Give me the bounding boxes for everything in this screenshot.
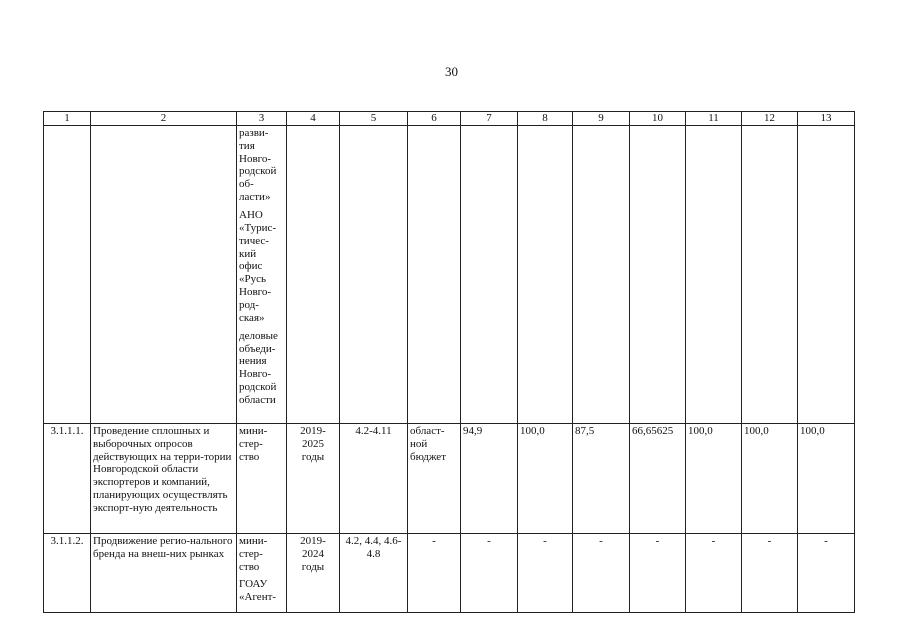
value-cell: 100,0 [798, 423, 855, 533]
value-cell: 66,65625 [630, 423, 686, 533]
table-header-row [44, 112, 855, 126]
value-cell: 100,0 [518, 423, 573, 533]
executor-paragraph: деловые объеди- нения Новго- родской области [239, 329, 278, 407]
value-cell: - [518, 533, 573, 612]
column-header: 11 [686, 112, 742, 126]
column-header: 12 [742, 112, 798, 126]
column-header: 9 [573, 112, 630, 126]
value-cell: 87,5 [573, 423, 630, 533]
executor-paragraph: ГОАУ «Агент- [239, 578, 277, 604]
value-cell: - [461, 533, 518, 612]
column-header: 3 [237, 112, 287, 126]
column-header: 7 [461, 112, 518, 126]
name-cell [91, 125, 237, 423]
row-number-cell [44, 125, 91, 423]
period-cell: 2019- 2025 годы [287, 423, 340, 533]
table-row [44, 125, 855, 423]
value-cell [742, 125, 798, 423]
name-cell: Продвижение регио-нального бренда на внеш-них рынках [91, 533, 237, 612]
value-cell [461, 125, 518, 423]
value-cell [686, 125, 742, 423]
executor-cell [237, 533, 287, 612]
column-header: 10 [630, 112, 686, 126]
source-cell [408, 125, 461, 423]
name-cell: Проведение сплошных и выборочных опросов действующих на терри-тории Новгородской области экспортеров и компаний, планирующих осуществлять экспорт-ную деятельность [91, 423, 237, 533]
program-table [43, 111, 855, 613]
value-cell: 100,0 [742, 423, 798, 533]
indicators-cell: 4.2, 4.4, 4.6- 4.8 [340, 533, 408, 612]
source-cell: област- ной бюджет [408, 423, 461, 533]
executor-cell [237, 125, 287, 423]
value-cell: 94,9 [461, 423, 518, 533]
row-number-cell: 3.1.1.1. [44, 423, 91, 533]
executor-paragraph: разви- тия Новго- родской об- ласти» [239, 126, 277, 204]
indicators-cell [340, 125, 408, 423]
value-cell: 100,0 [686, 423, 742, 533]
value-cell: - [630, 533, 686, 612]
value-cell [630, 125, 686, 423]
executor-paragraph: АНО «Турис- тичес- кий офис «Русь Новго- род- ская» [239, 209, 277, 324]
table-row [44, 423, 855, 533]
period-cell [287, 125, 340, 423]
value-cell: - [742, 533, 798, 612]
value-cell [573, 125, 630, 423]
value-cell: - [798, 533, 855, 612]
period-cell: 2019- 2024 годы [287, 533, 340, 612]
column-header: 6 [408, 112, 461, 126]
source-cell: - [408, 533, 461, 612]
value-cell: - [686, 533, 742, 612]
value-cell: - [573, 533, 630, 612]
executor-cell: мини- стер- ство [237, 423, 287, 533]
page-number: 30 [445, 64, 458, 79]
indicators-cell: 4.2-4.11 [340, 423, 408, 533]
value-cell [798, 125, 855, 423]
executor-paragraph: мини- стер- ство [239, 534, 268, 573]
table-row [44, 533, 855, 612]
column-header: 4 [287, 112, 340, 126]
column-header: 13 [798, 112, 855, 126]
column-header: 2 [91, 112, 237, 126]
value-cell [518, 125, 573, 423]
row-number-cell: 3.1.1.2. [44, 533, 91, 612]
column-header: 1 [44, 112, 91, 126]
column-header: 5 [340, 112, 408, 126]
column-header: 8 [518, 112, 573, 126]
